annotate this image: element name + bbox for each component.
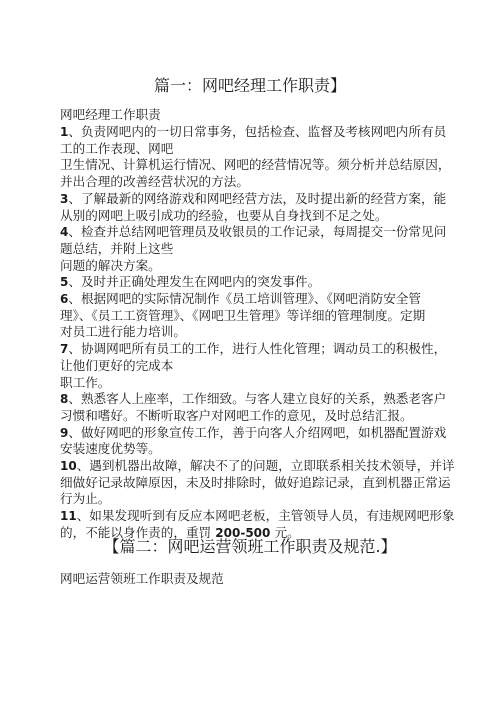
duty-item-text: 细做好记录故障原因，未及时排除时，做好追踪记录，直到机器正常运 (60, 474, 451, 490)
duty-item-line (60, 324, 440, 340)
duty-item-text: 对员工进行能力培训。 (60, 324, 186, 340)
duty-item-text: 、检查并总结网吧管理员及收银员的工作记录，每周提交一份常见问 (68, 224, 447, 240)
duty-item-number: 9 (60, 425, 69, 440)
duty-item-line (60, 208, 440, 224)
duty-item-text: 行为止。 (60, 491, 111, 507)
section2-subtitle: 网吧运营领班工作职责及规范 (60, 571, 224, 586)
duty-item-line (60, 424, 447, 441)
duty-item-text: 、熟悉客人上座率，工作细致。与客人建立良好的关系，熟悉老客户 (68, 391, 447, 407)
duty-item-number: 7 (60, 342, 69, 357)
duty-item-line (60, 474, 451, 491)
duty-item-text: 让他们更好的完成本 (60, 357, 174, 373)
duty-item-number: 11 (60, 509, 77, 524)
duty-item-line (60, 190, 447, 207)
section1-subtitle: 网吧经理工作职责 (60, 107, 161, 122)
duty-item-text: 题总结，并附上这些 (60, 240, 174, 256)
duty-item-line (60, 341, 447, 357)
duty-item-line (60, 274, 440, 290)
duty-item-line (60, 358, 440, 374)
duty-item-line (60, 375, 440, 391)
duty-item-number: 1 (60, 125, 69, 139)
duty-item-line (60, 458, 455, 474)
duty-item-text: 并出合理的改善经营状况的方法。 (60, 174, 249, 190)
duty-item-text: 、负责网吧内的一切日常事务，包括检查、监督及考核网吧内所有员 (68, 124, 447, 139)
duty-item-text: 习惯和嗜好。不断听取客户对网吧工作的意见，及时总结汇报。 (60, 407, 413, 423)
duty-item-line (60, 124, 447, 140)
section2-title: 【篇二：网吧运营领班工作职责及规范.】 (103, 537, 397, 556)
duty-item-text: 、做好网吧的形象宣传工作，善于向客人介绍网吧，如机器配置游戏 (68, 424, 447, 440)
duty-item-text: 职工作。 (60, 374, 111, 390)
duty-item-text: 、根据网吧的实际情况制作《员工培训管理》、《网吧消防安全管 (68, 291, 421, 306)
duty-item-text: 安装速度优势等。 (60, 441, 161, 457)
duty-item-text: 、如果发现听到有反应本网吧老板，主管领导人员，有违规网吧形象 (76, 508, 455, 524)
section1-title: 篇一：网吧经理工作职责】 (153, 76, 346, 95)
duty-item-line (60, 141, 440, 157)
duty-item-line (60, 291, 440, 307)
duty-item-text: 、及时并正确处理发生在网吧内的突发事件。 (68, 274, 321, 290)
duty-item-text: 、遇到机器出故障，解决不了的问题，立即联系相关技术领导，并详 (76, 458, 455, 473)
duty-item-text: 问题的解决方案。 (60, 257, 161, 273)
duty-item-line (60, 241, 440, 257)
duty-item-number: 3 (60, 191, 69, 206)
duty-item-text: 工的工作表现、网吧 (60, 140, 174, 156)
duty-item-text: 的，不能以身作责的，重罚 (60, 524, 212, 540)
duty-item-number: 5 (60, 275, 69, 290)
duty-item-number: 10 (60, 459, 77, 473)
duty-item-line (60, 224, 447, 240)
duty-item-line (60, 408, 440, 424)
duty-item-text: 卫生情况、计算机运行情况、网吧的经营情况等。须分析并总结原因， (60, 157, 451, 173)
duty-item-line (60, 157, 451, 173)
duty-item-line (60, 308, 440, 324)
duty-item-number: 4 (60, 225, 69, 240)
duty-item-number: 6 (60, 292, 69, 306)
duty-item-line (60, 508, 455, 524)
duty-item-number: 8 (60, 392, 69, 407)
penalty-amount: 200-500 (211, 525, 275, 540)
duty-item-line (60, 174, 440, 190)
duty-item-text: 、了解最新的网络游戏和网吧经营方法，及时提出新的经营方案，能 (68, 190, 447, 206)
duty-item-text: 、协调网吧所有员工的工作，进行人性化管理；调动员工的积极性， (68, 341, 447, 357)
duty-item-line (60, 491, 440, 507)
duty-item-line (60, 258, 440, 274)
duty-item-text: 理》、《员工工资管理》、《网吧卫生管理》等详细的管理制度。定期 (60, 307, 426, 323)
duty-item-line (60, 441, 440, 457)
duty-item-text: 从别的网吧上吸引成功的经验，也要从自身找到不足之处。 (60, 207, 388, 223)
penalty-suffix: 元。 (274, 524, 300, 540)
duty-item-line (60, 391, 447, 407)
